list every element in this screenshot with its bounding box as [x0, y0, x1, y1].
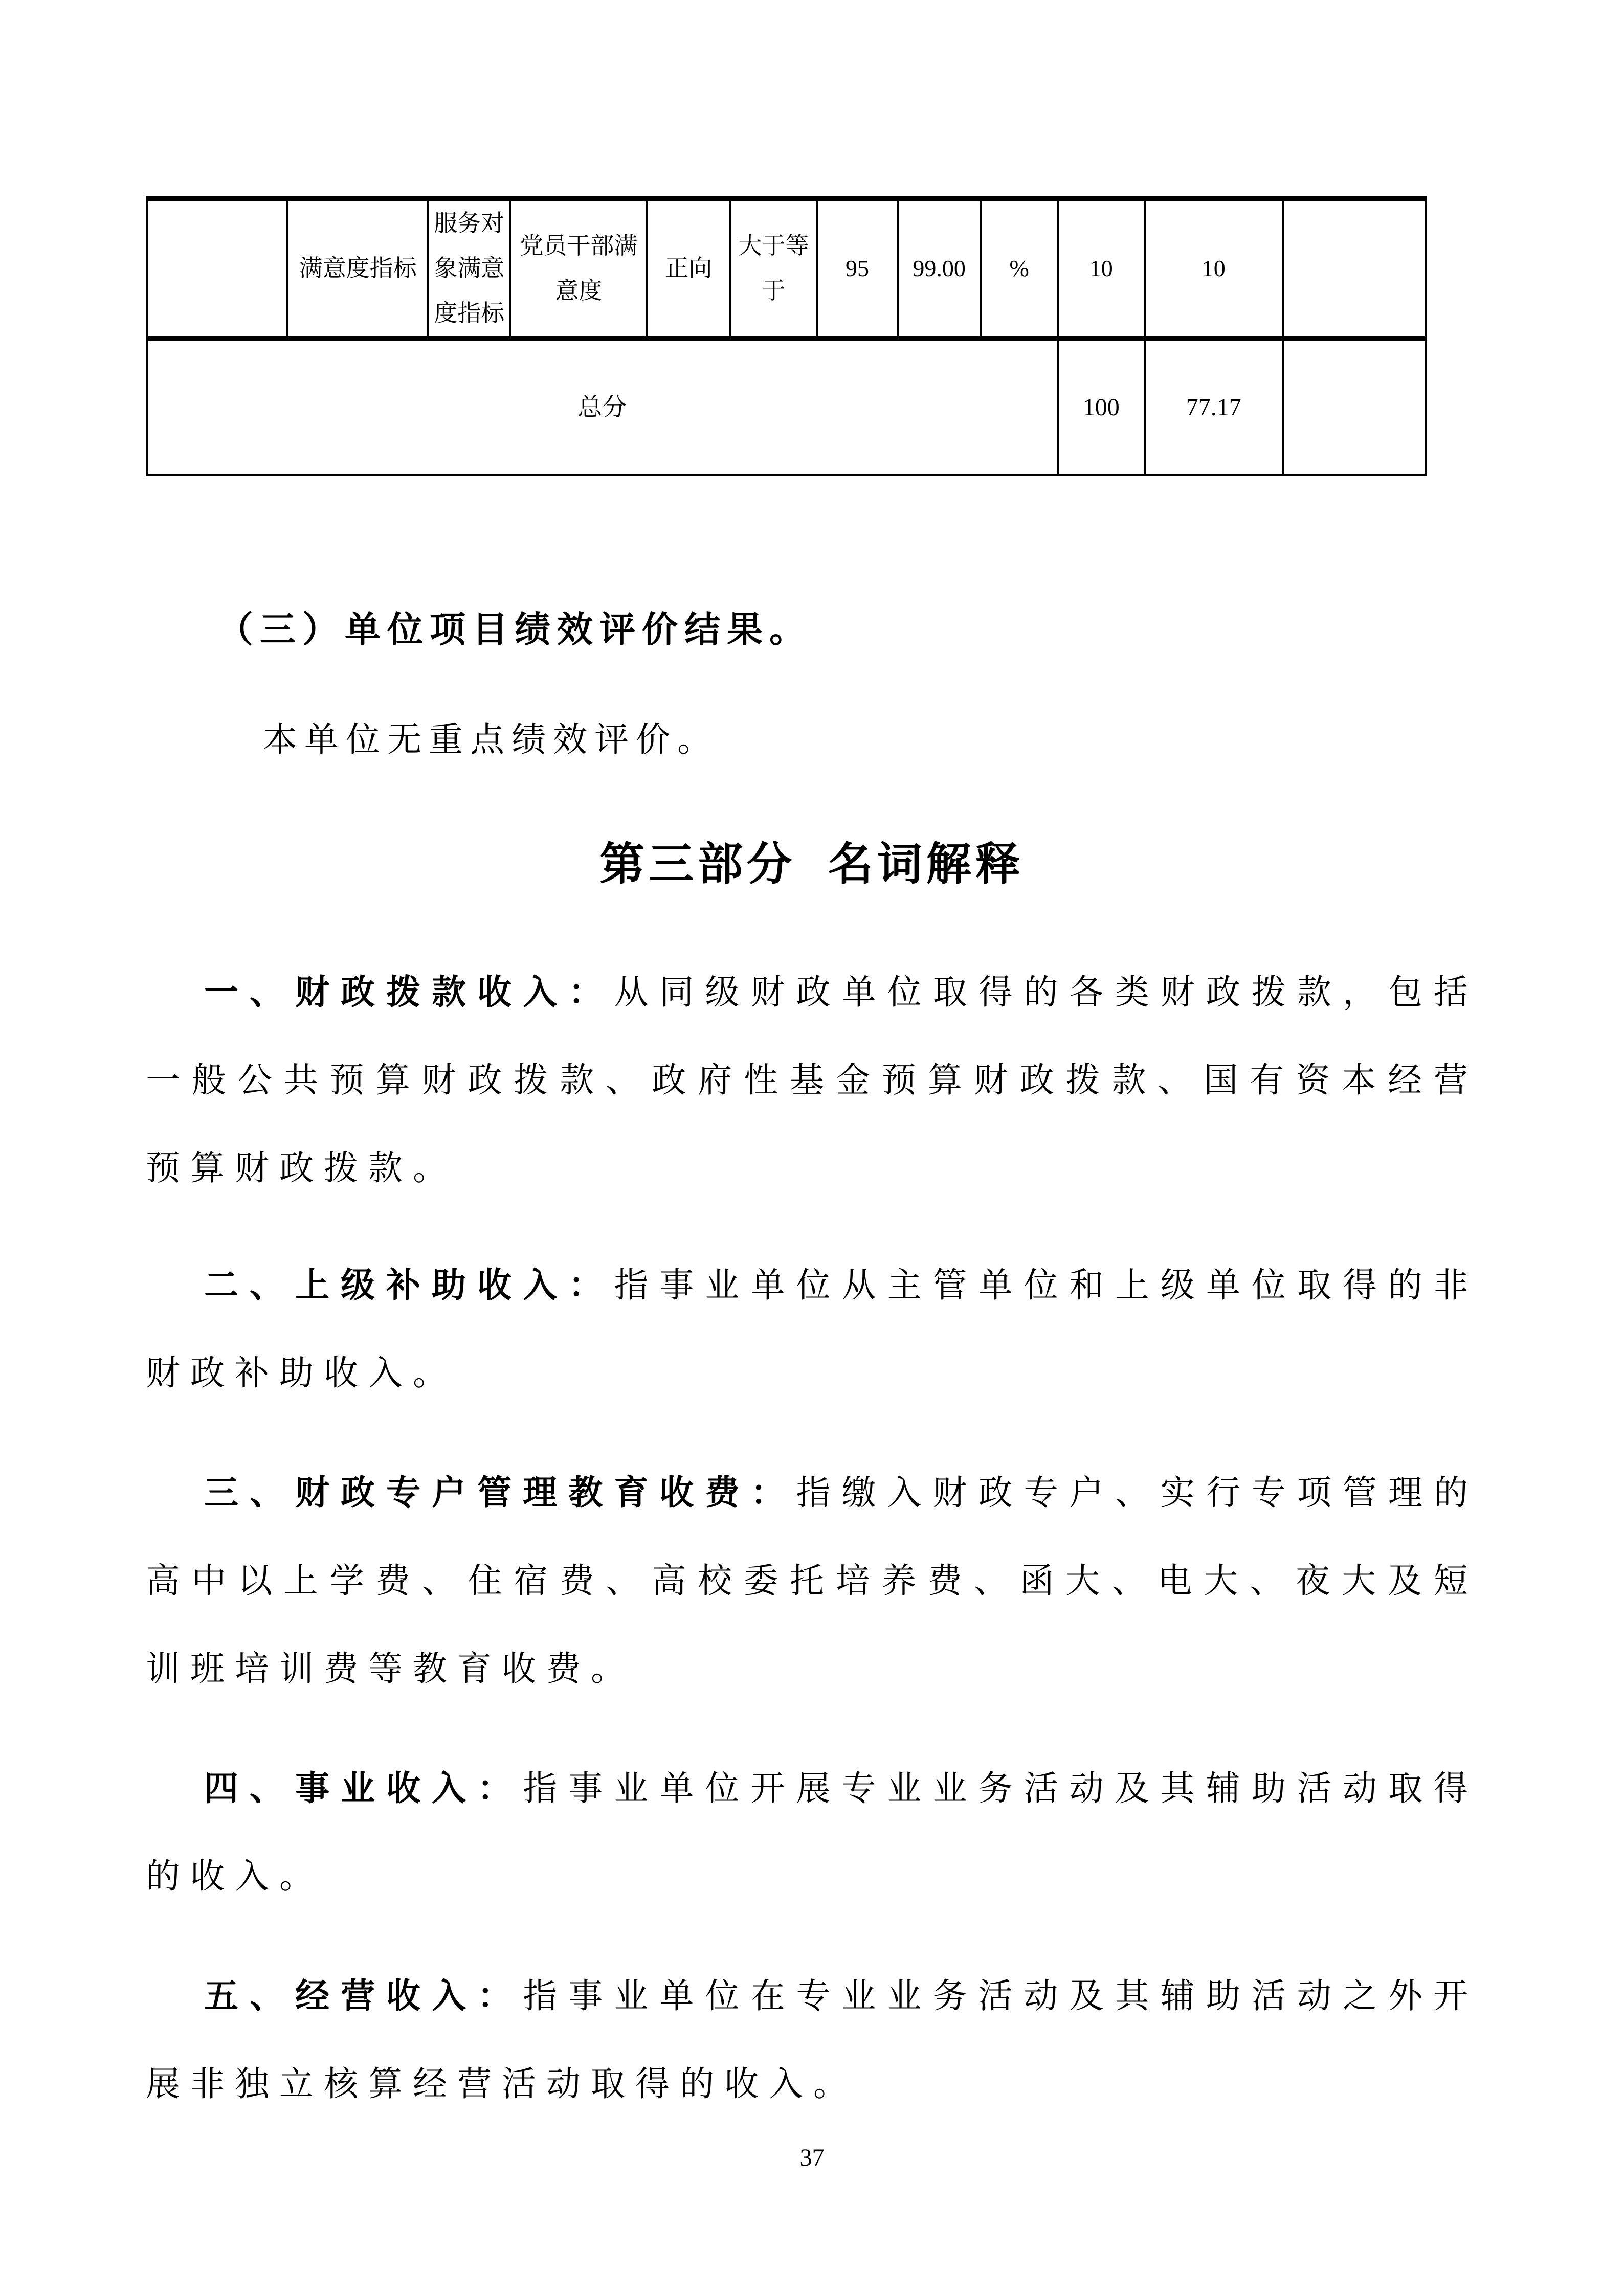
total-row-score: 77.17	[1145, 339, 1283, 475]
table-cell-direction: 正向	[647, 198, 730, 339]
definition-paragraph-business-income	[146, 1952, 1478, 2128]
table-row-total	[147, 339, 1426, 475]
table-row-indicator	[147, 198, 1426, 339]
definition-paragraph-fiscal-appropriation	[146, 949, 1478, 1212]
paragraph-text: 指事业单位开展专业业务活动及其辅助活动取得的收入。	[146, 1770, 1479, 1896]
paragraph-text: 指事业单位从主管单位和上级单位取得的非财政补助收入。	[146, 1267, 1479, 1392]
paragraph-text: 指事业单位在专业业务活动及其辅助活动之外开展非独立核算经营活动取得的收入。	[146, 1977, 1479, 2103]
paragraph-lead: 二、上级补助收入：	[204, 1266, 614, 1304]
table-cell-unit: %	[981, 198, 1058, 339]
section-heading: （三）单位项目绩效评价结果。	[217, 610, 812, 649]
table-cell-indicator-name: 党员干部满意度	[510, 198, 647, 339]
page-number: 37	[799, 2144, 825, 2171]
table-cell-indicator-category: 满意度指标	[287, 198, 428, 339]
table-cell-blank	[1283, 339, 1426, 475]
part-three-title: 第三部分 名词解释	[599, 839, 1025, 889]
paragraph-lead: 四、事业收入：	[204, 1769, 523, 1808]
paragraph-lead: 五、经营收入：	[204, 1977, 523, 2015]
table-cell-blank	[147, 198, 287, 339]
definition-paragraph-operational-income	[146, 1745, 1478, 1921]
table-cell-score: 10	[1145, 198, 1283, 339]
total-row-label: 总分	[147, 339, 1058, 475]
paragraph-lead: 一、财政拨款收入：	[204, 973, 614, 1011]
total-row-weight: 100	[1058, 339, 1145, 475]
table-cell-indicator-subcategory: 服务对象满意度指标	[428, 198, 510, 339]
paragraph-text: 从同级财政单位取得的各类财政拨款，包括一般公共预算财政拨款、政府性基金预算财政拨款、国有资本经营预算财政拨款。	[146, 974, 1479, 1187]
definition-paragraph-superior-subsidy	[146, 1242, 1478, 1417]
table-cell-weight: 10	[1058, 198, 1145, 339]
table-cell-target-value: 95	[817, 198, 898, 339]
no-evaluation-text: 本单位无重点绩效评价。	[263, 721, 719, 759]
paragraph-text: 指缴入财政专户、实行专项管理的高中以上学费、住宿费、高校委托培养费、函大、电大、夜大及短训班培训费等教育收费。	[146, 1474, 1479, 1688]
table-cell-actual-value: 99.00	[898, 198, 981, 339]
definition-paragraph-education-fees	[146, 1449, 1478, 1713]
paragraph-lead: 三、财政专户管理教育收费：	[204, 1474, 796, 1512]
performance-indicator-table	[146, 196, 1427, 476]
table-cell-comparator: 大于等于	[730, 198, 817, 339]
table-cell-blank	[1283, 198, 1426, 339]
